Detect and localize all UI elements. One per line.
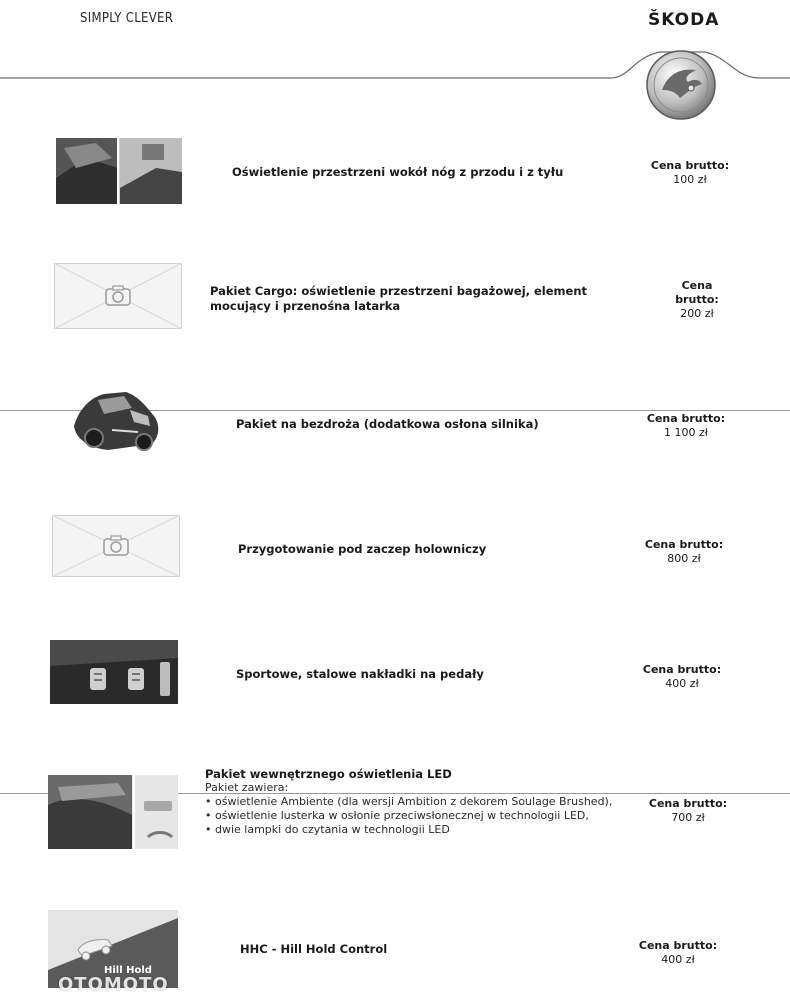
option-sport-pedals [0, 640, 790, 704]
description-bullet: • dwie lampki do czytania w technologii LED [205, 823, 625, 837]
option-price [636, 412, 736, 440]
thumb-label: Hill Hold [104, 965, 152, 976]
price-label: Cena brutto: [644, 538, 724, 551]
watermark: OTOMOTO [58, 974, 169, 995]
option-led-interior-lighting [0, 765, 790, 855]
option-title: HHC - Hill Hold Control [240, 942, 388, 956]
price-value: 400 zł [665, 677, 699, 690]
option-price [638, 797, 738, 825]
option-cargo-package [0, 263, 790, 329]
price-label: Cena brutto: [646, 412, 726, 425]
footwell-lighting-photo [56, 138, 182, 204]
image-placeholder [54, 263, 182, 329]
brand-name: ŠKODA [648, 10, 720, 30]
price-value: 800 zł [667, 552, 701, 565]
price-value: 1 100 zł [664, 426, 708, 439]
price-value: 700 zł [671, 811, 705, 824]
skoda-logo-icon [644, 48, 718, 122]
option-price [670, 279, 724, 321]
description-bullet: • oświetlenie lusterka w osłonie przeciwsłonecznej w technologii LED, [205, 809, 625, 823]
option-title: Pakiet Cargo: oświetlenie przestrzeni bagażowej, element mocujący i przenośna latarka [210, 284, 588, 313]
price-label: Cena brutto: [675, 279, 719, 306]
option-title: Oświetlenie przestrzeni wokół nóg z przodu i z tyłu [232, 165, 564, 179]
pedals-photo [50, 640, 178, 704]
price-label: Cena brutto: [638, 939, 718, 952]
description-bullet: • oświetlenie Ambiente (dla wersji Ambition z dekorem Soulage Brushed), [205, 795, 625, 809]
interior-lighting-photo [48, 775, 178, 849]
option-description [205, 781, 625, 837]
option-offroad-package [0, 386, 790, 456]
car-photo [68, 386, 164, 456]
price-value: 100 zł [673, 173, 707, 186]
option-title: Sportowe, stalowe nakładki na pedały [236, 667, 484, 681]
slogan: SIMPLY CLEVER [80, 11, 174, 26]
option-title: Pakiet na bezdroża (dodatkowa osłona silnika) [236, 417, 539, 431]
option-footwell-lighting [0, 138, 790, 204]
option-title: Pakiet wewnętrznego oświetlenia LED [205, 767, 452, 781]
option-title: Przygotowanie pod zaczep holowniczy [238, 542, 487, 556]
camera-icon [104, 536, 128, 555]
price-value: 400 zł [661, 953, 695, 966]
camera-icon [106, 286, 130, 305]
description-intro: Pakiet zawiera: [205, 781, 289, 794]
option-price [632, 663, 732, 691]
price-label: Cena brutto: [650, 159, 730, 172]
price-label: Cena brutto: [642, 663, 722, 676]
option-price [640, 159, 740, 187]
option-price [628, 939, 728, 967]
price-value: 200 zł [680, 307, 714, 320]
price-label: Cena brutto: [648, 797, 728, 810]
option-tow-hitch-preparation [0, 515, 790, 577]
option-price [634, 538, 734, 566]
image-placeholder [52, 515, 180, 577]
